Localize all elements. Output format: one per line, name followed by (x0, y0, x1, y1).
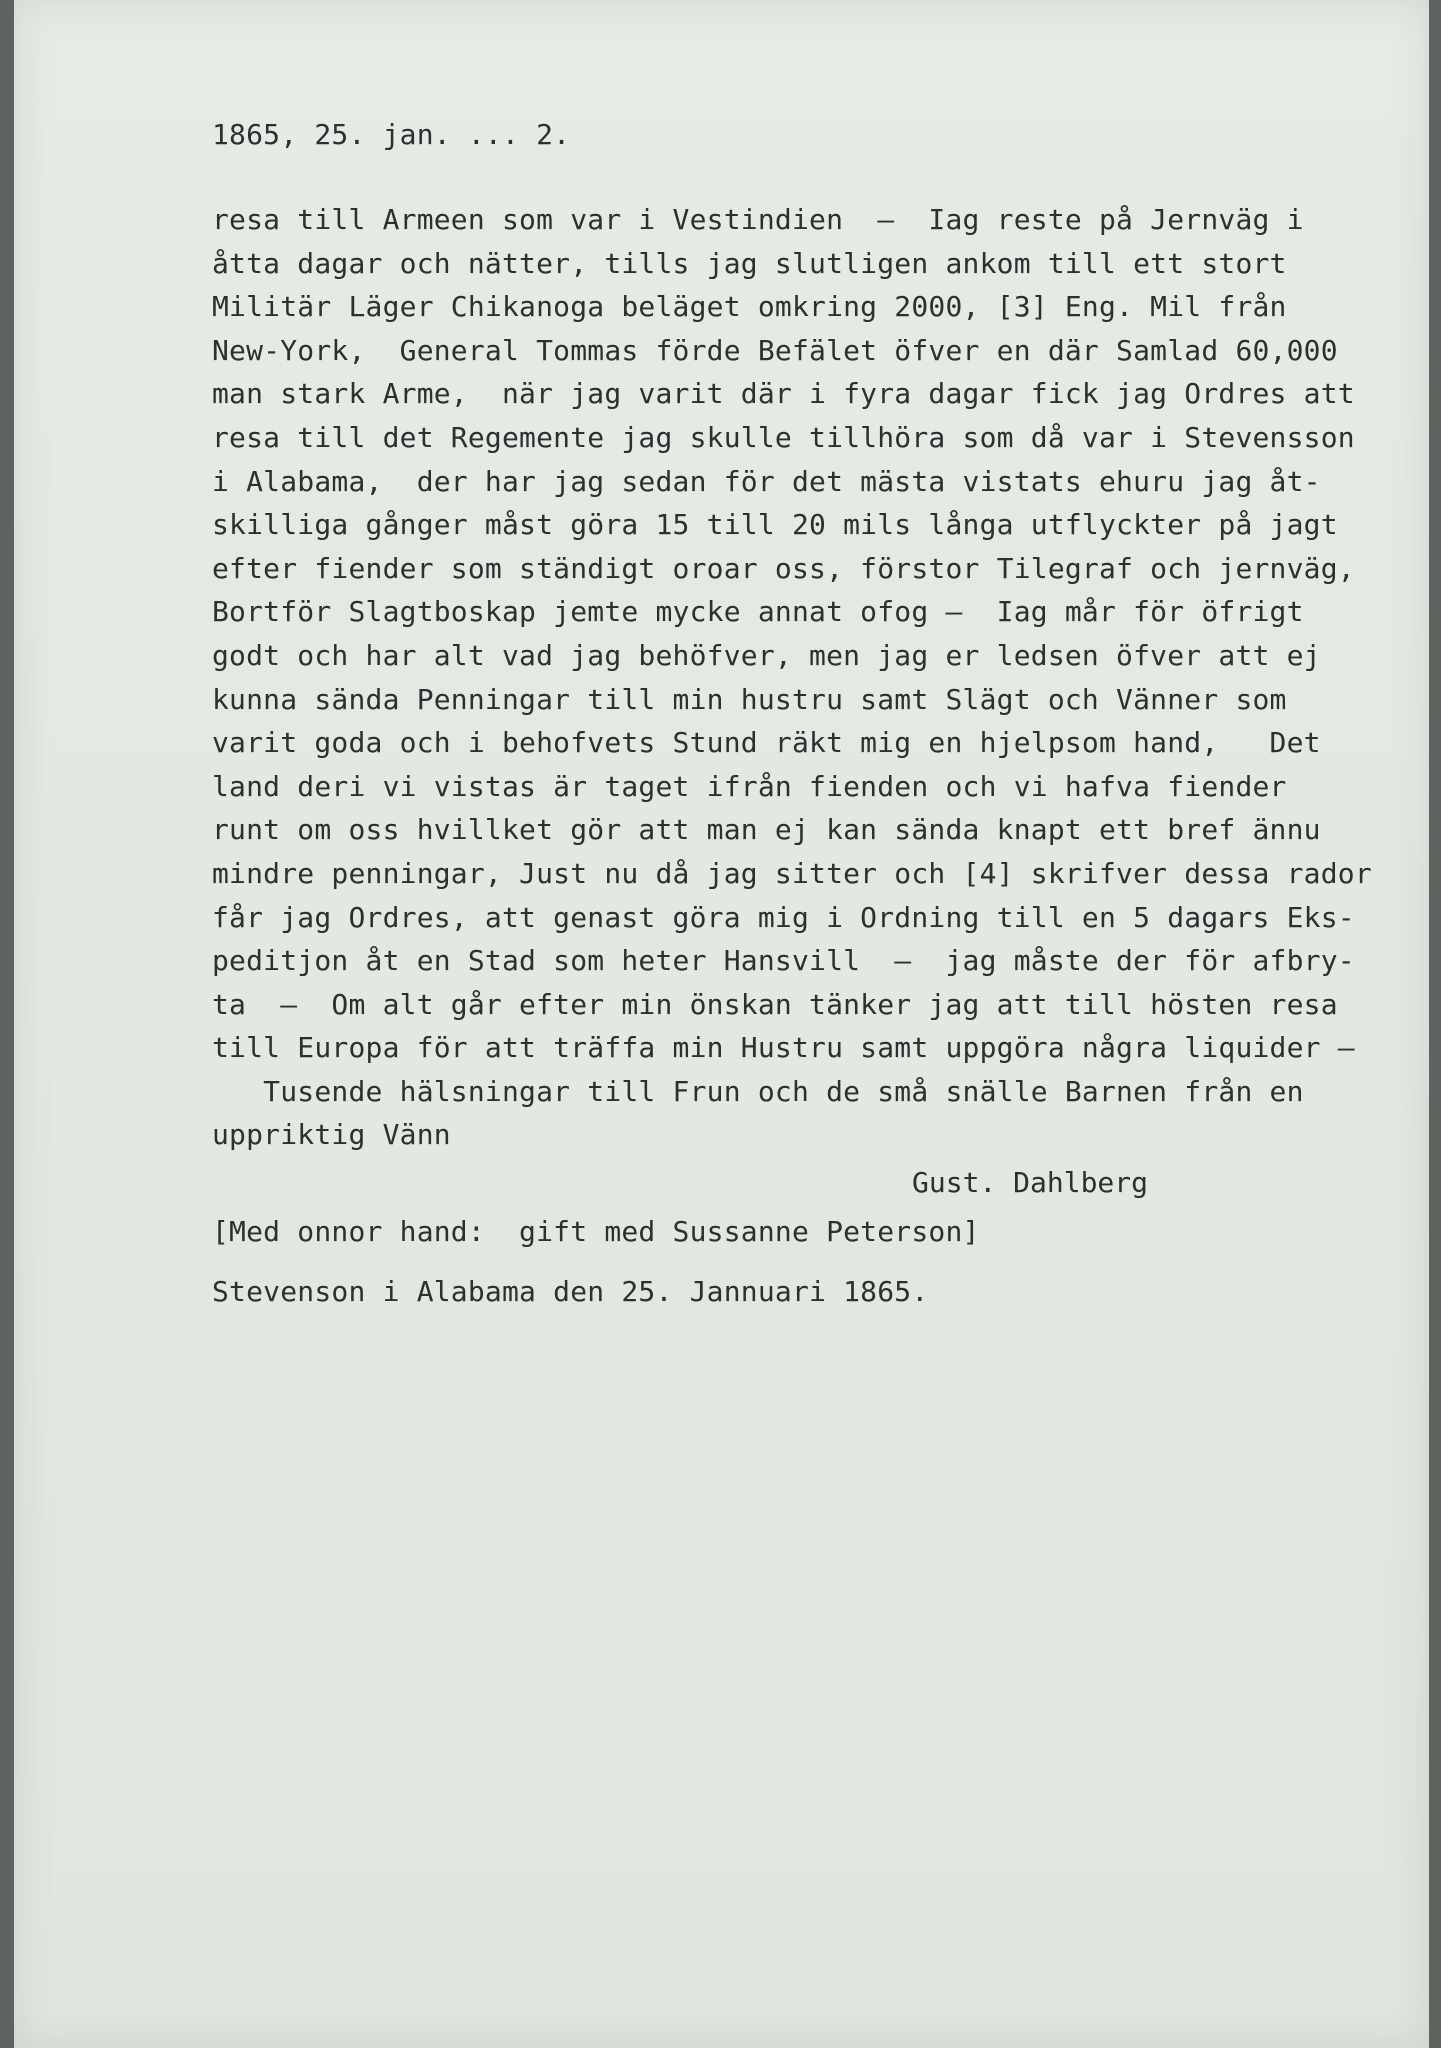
letter-line: Tusende hälsningar till Frun och de små snälle Barnen från en (212, 1074, 1304, 1108)
letter-line: New-York, General Tommas förde Befälet öfver en där Samlad 60,000 (212, 333, 1338, 367)
place-and-date: Stevenson i Alabama den 25. Jannuari 1865. (212, 1275, 929, 1309)
letter-line: kunna sända Penningar till min hustru samt Slägt och Vänner som (212, 682, 1287, 716)
letter-line: godt och har alt vad jag behöfver, men jag er ledsen öfver att ej (212, 638, 1321, 672)
letter-line: efter fiender som ständigt oroar oss, förstor Tilegraf och jernväg, (212, 551, 1355, 585)
letter-line: mindre penningar, Just nu då jag sitter och [4] skrifver dessa rador (212, 856, 1372, 890)
letter-line: skilliga gånger måst göra 15 till 20 mils långa utflyckter på jagt (212, 508, 1338, 542)
letter-body (212, 198, 1372, 1157)
letter-line: man stark Arme, när jag varit där i fyra dagar fick jag Ordres att (212, 377, 1355, 411)
letter-line: resa till det Regemente jag skulle tillhöra som då var i Stevensson (212, 420, 1355, 454)
letter-line: varit goda och i behofvets Stund räkt mig en hjelpsom hand, Det (212, 726, 1321, 760)
letter-line: får jag Ordres, att genast göra mig i Ordning till en 5 dagars Eks- (212, 900, 1355, 934)
editor-note: [Med onnor hand: gift med Sussanne Peterson] (212, 1215, 980, 1249)
letter-line: Bortför Slagtboskap jemte mycke annat ofog — Iag mår för öfrigt (212, 595, 1304, 629)
letter-line: peditjon åt en Stad som heter Hansvill — jag måste der för afbry- (212, 944, 1355, 978)
page-header: 1865, 25. jan. ... 2. (212, 118, 571, 151)
letter-line: resa till Armeen som var i Vestindien — Iag reste på Jernväg i (212, 203, 1304, 236)
letter-line: land deri vi vistas är taget ifrån fienden och vi hafva fiender (212, 769, 1287, 803)
letter-line: ta — Om alt går efter min önskan tänker jag att till hösten resa (212, 987, 1338, 1021)
letter-line: Militär Läger Chikanoga beläget omkring 2000, [3] Eng. Mil från (212, 290, 1287, 324)
letter-line: runt om oss hvillket gör att man ej kan sända knapt ett bref ännu (212, 813, 1321, 847)
letter-line: uppriktig Vänn (212, 1118, 451, 1152)
signature: Gust. Dahlberg (912, 1166, 1149, 1200)
letter-line: åtta dagar och nätter, tills jag slutligen ankom till ett stort (212, 246, 1287, 280)
letter-line: till Europa för att träffa min Hustru samt uppgöra några liquider — (212, 1031, 1355, 1065)
letter-line: i Alabama, der har jag sedan för det mästa vistats ehuru jag åt- (212, 464, 1321, 498)
